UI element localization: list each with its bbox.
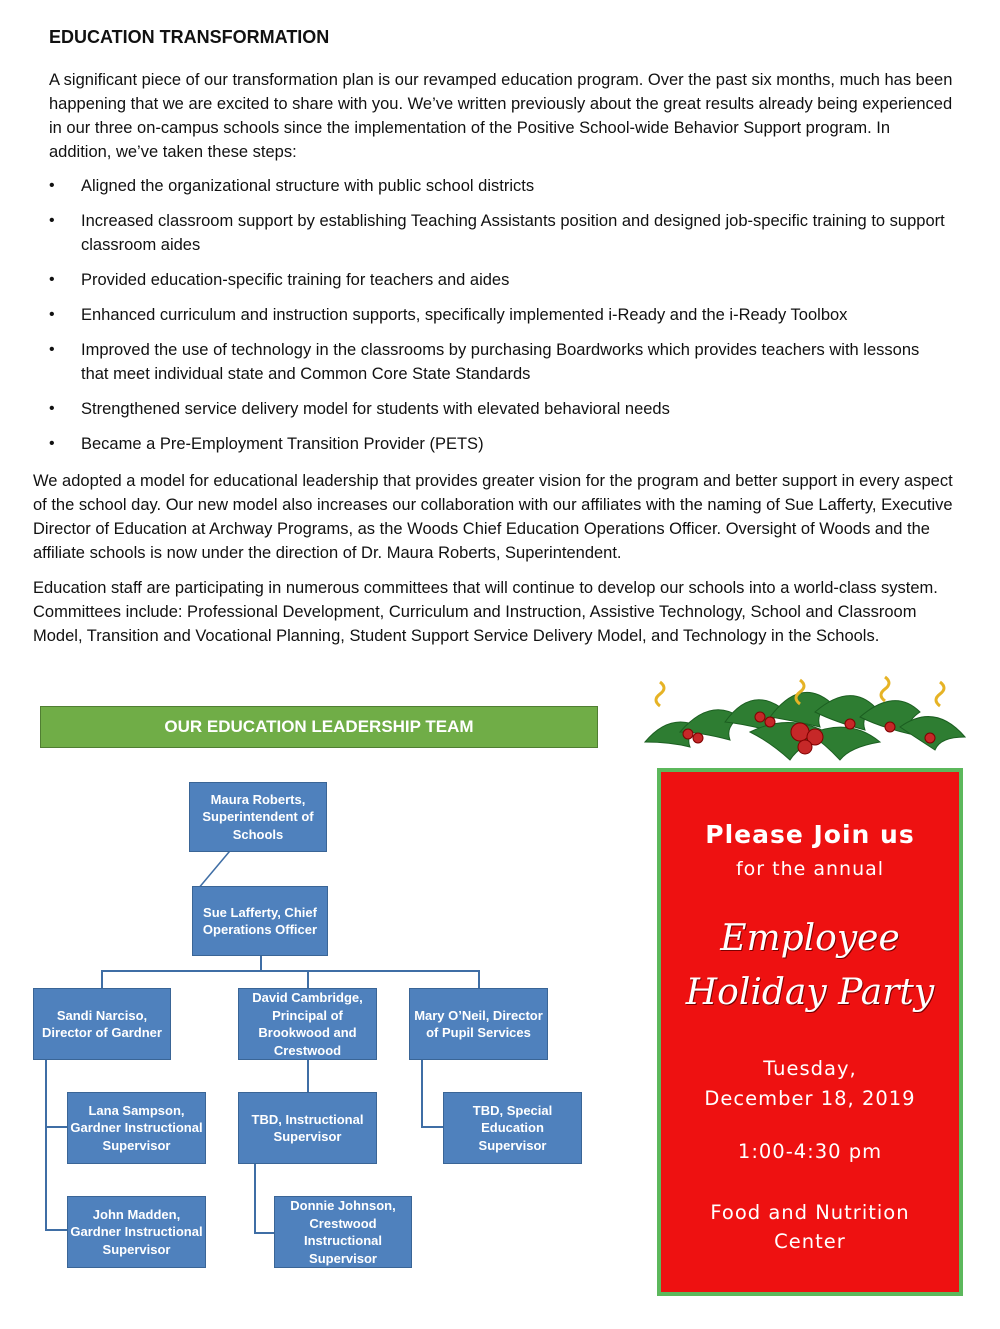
org-box-johnson: Donnie Johnson, Crestwood Instructional Supervisor <box>274 1196 412 1268</box>
connector-line <box>478 970 480 988</box>
party-time: 1:00-4:30 pm <box>737 1140 883 1163</box>
bullet-icon: • <box>49 177 55 194</box>
org-box-tbd-special: TBD, Special Education Supervisor <box>443 1092 582 1164</box>
bullet-icon: • <box>49 271 55 288</box>
leadership-team-banner: OUR EDUCATION LEADERSHIP TEAM <box>40 706 598 748</box>
connector-line <box>101 970 480 972</box>
bullet-icon: • <box>49 306 55 323</box>
list-item: • Provided education-specific training for teachers and aides <box>49 268 949 292</box>
org-box-superintendent: Maura Roberts, Superintendent of Schools <box>189 782 327 852</box>
connector-line <box>199 852 230 886</box>
org-box-pupil-services: Mary O’Neil, Director of Pupil Services <box>409 988 548 1060</box>
list-item: • Enhanced curriculum and instruction supports, specifically implemented i-Ready and the i-Ready Toolbox <box>49 303 949 327</box>
org-box-principal: David Cambridge, Principal of Brookwood and Crestwood <box>238 988 377 1060</box>
org-box-sampson: Lana Sampson, Gardner Instructional Supervisor <box>67 1092 206 1164</box>
party-title-line1: Employee <box>720 918 900 959</box>
bullet-icon: • <box>49 435 55 452</box>
connector-line <box>45 1060 47 1230</box>
connector-line <box>45 1229 67 1231</box>
list-item: • Improved the use of technology in the classrooms by purchasing Boardworks which provides teachers with lessons that meet individual state and Common Core State Standards <box>49 338 949 386</box>
party-location: Food and Nutrition Center <box>710 1201 910 1253</box>
connector-line <box>307 1060 309 1092</box>
holly-decoration-icon <box>640 672 970 764</box>
list-item: • Became a Pre-Employment Transition Provider (PETS) <box>49 432 949 456</box>
connector-line <box>307 970 309 988</box>
connector-line <box>254 1232 274 1234</box>
org-box-director-gardner: Sandi Narciso, Director of Gardner <box>33 988 171 1060</box>
party-invitation-card <box>657 768 963 1296</box>
list-item: • Aligned the organizational structure with public school districts <box>49 174 949 198</box>
org-box-chief-operations: Sue Lafferty, Chief Operations Officer <box>192 886 328 956</box>
connector-line <box>254 1164 256 1234</box>
page-heading: EDUCATION TRANSFORMATION <box>49 27 330 47</box>
intro-paragraph: A significant piece of our transformation plan is our revamped education program. Over the past six months, much has been happening that we are excited to share with you. We’ve written previously about the great results already being experienced in our three on-campus schools since the implementation of the Positive School-wide Behavior Support program. In addition, we’ve taken these steps: <box>49 71 953 161</box>
org-box-tbd-instructional: TBD, Instructional Supervisor <box>238 1092 377 1164</box>
connector-line <box>260 956 262 970</box>
steps-list <box>49 174 949 467</box>
connector-line <box>421 1126 443 1128</box>
leadership-paragraph: We adopted a model for educational leadership that provides greater vision for the program and better support in every aspect of the school day. Our new model also increases our collaboration with our affiliates with the naming of Sue Lafferty, Executive Director of Education at Archway Programs, as the Woods Chief Education Operations Officer. Oversight of Woods and the affiliate schools is now under the direction of Dr. Maura Roberts, Superintendent. <box>33 472 953 562</box>
join-heading: Please Join us <box>705 820 915 849</box>
party-title-line2: Holiday Party <box>685 972 935 1013</box>
bullet-icon: • <box>49 341 55 358</box>
bullet-icon: • <box>49 212 55 229</box>
connector-line <box>101 970 103 988</box>
party-date: Tuesday, December 18, 2019 <box>704 1057 916 1110</box>
committees-paragraph: Education staff are participating in numerous committees that will continue to develop our schools into a world-class system. Committees include: Professional Development, Curriculum and Instruction, Assistive Technology, School and Classroom Model, Transition and Vocational Planning, Student Support Service Delivery Model, and Technology in the Schools. <box>33 579 938 645</box>
connector-line <box>421 1060 423 1128</box>
org-box-madden: John Madden, Gardner Instructional Supervisor <box>67 1196 206 1268</box>
list-item: • Strengthened service delivery model for students with elevated behavioral needs <box>49 397 949 421</box>
bullet-icon: • <box>49 400 55 417</box>
annual-text: for the annual <box>735 858 885 880</box>
list-item: • Increased classroom support by establishing Teaching Assistants position and designed job-specific training to support classroom aides <box>49 209 949 257</box>
connector-line <box>45 1126 67 1128</box>
